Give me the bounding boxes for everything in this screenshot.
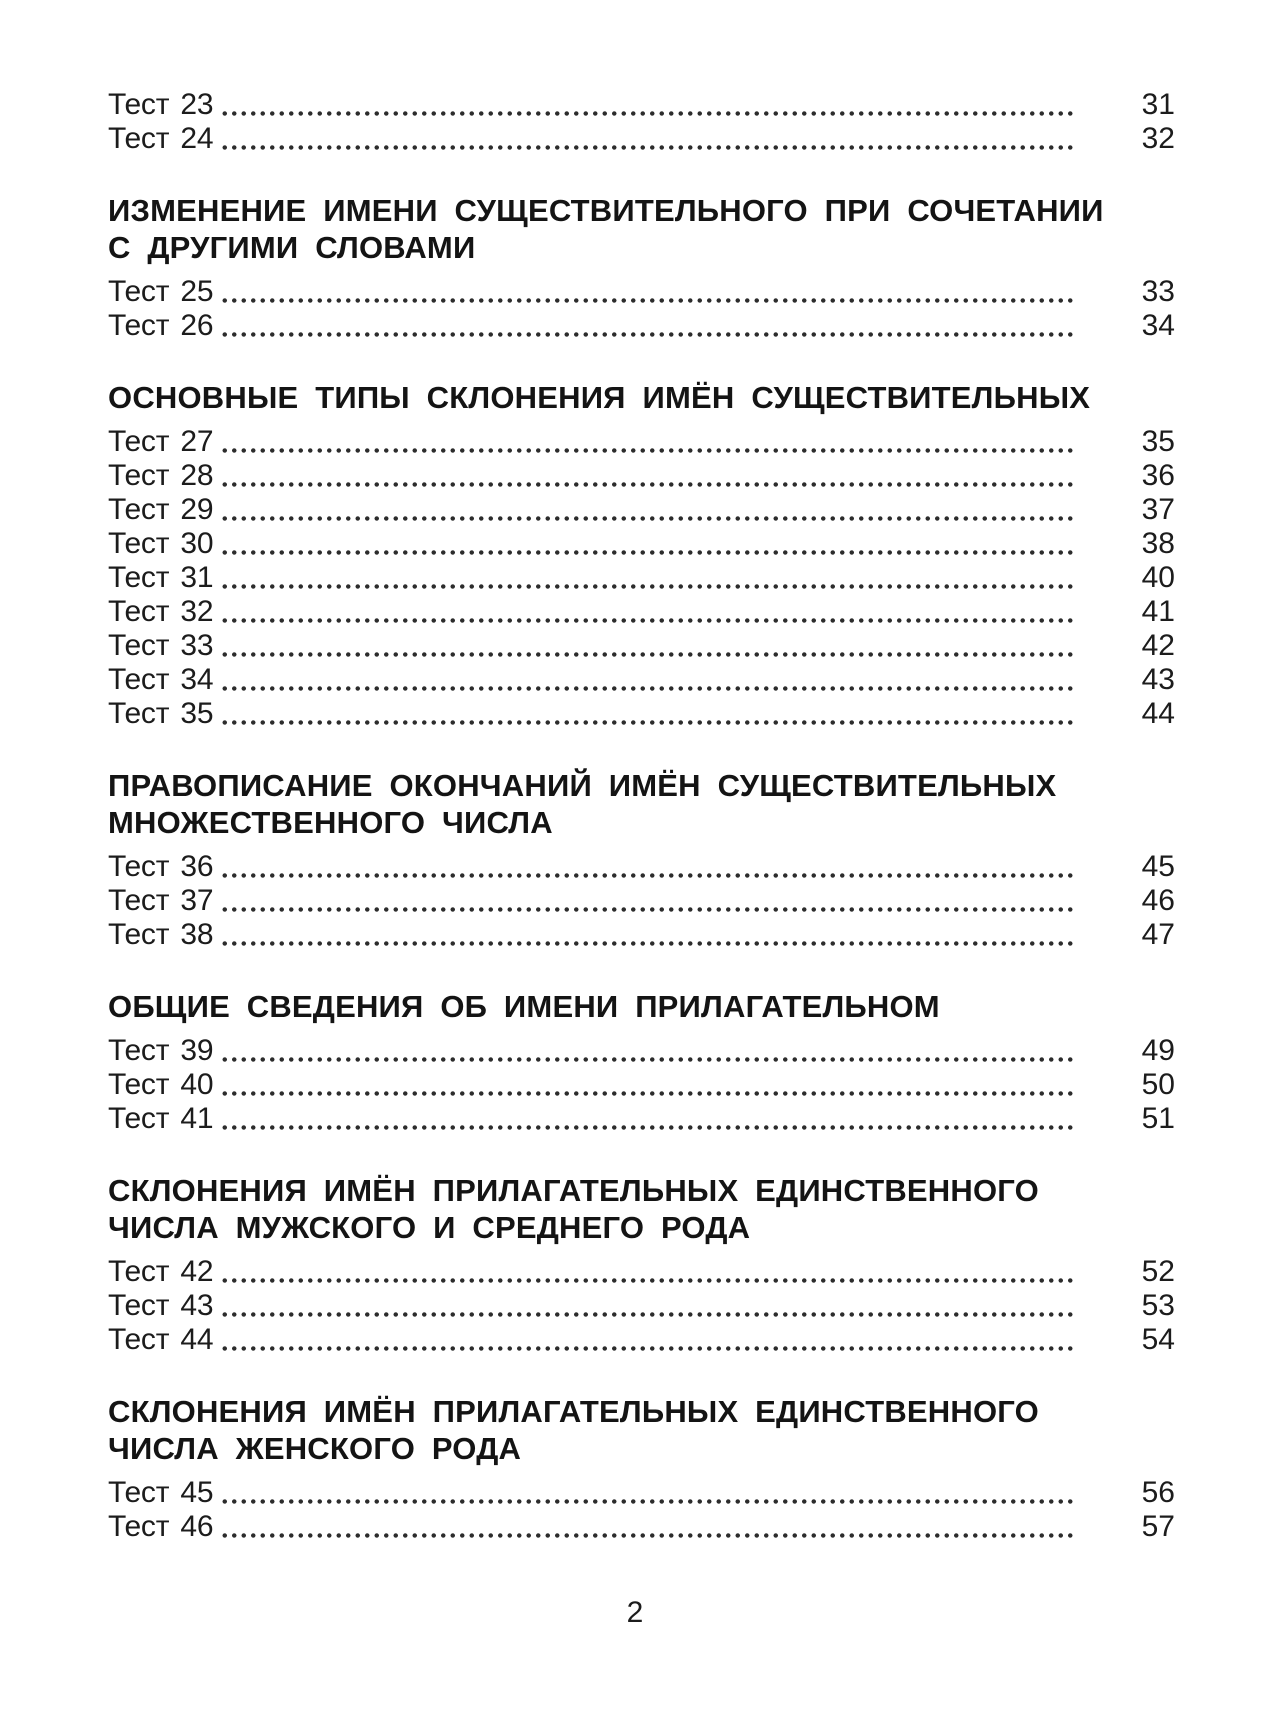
entry-label: Тест 35	[108, 697, 214, 730]
toc-entry	[108, 663, 1175, 697]
entry-page-number: 38	[1141, 527, 1175, 560]
entry-label: Тест 26	[108, 309, 214, 342]
toc-entry	[108, 275, 1175, 309]
toc-entry	[108, 1476, 1175, 1510]
dot-leader	[220, 1499, 1077, 1504]
dot-leader	[220, 618, 1077, 623]
entry-label: Тест 25	[108, 275, 214, 308]
dot-leader	[220, 941, 1077, 946]
dot-leader	[220, 332, 1077, 337]
dot-leader	[220, 1533, 1077, 1538]
section-heading	[108, 192, 1175, 266]
dot-leader	[220, 1057, 1077, 1062]
toc-section	[108, 192, 1175, 343]
entry-page-number: 31	[1141, 88, 1175, 121]
entry-page-number: 40	[1141, 561, 1175, 594]
entry-page-number: 51	[1141, 1102, 1175, 1135]
dot-leader	[220, 145, 1077, 150]
toc-entry	[108, 850, 1175, 884]
toc-entry	[108, 1255, 1175, 1289]
toc-section	[108, 988, 1175, 1136]
toc-section	[108, 88, 1175, 156]
toc-entry	[108, 1323, 1175, 1357]
toc-entry	[108, 1102, 1175, 1136]
entry-page-number: 44	[1141, 697, 1175, 730]
entry-label: Тест 38	[108, 918, 214, 951]
section-heading	[108, 379, 1175, 416]
entry-label: Тест 27	[108, 425, 214, 458]
heading-line: ИЗМЕНЕНИЕ ИМЕНИ СУЩЕСТВИТЕЛЬНОГО ПРИ СОЧЕТАНИИ	[108, 193, 1104, 228]
section-heading	[108, 988, 1175, 1025]
toc-entry	[108, 918, 1175, 952]
entry-label: Тест 45	[108, 1476, 214, 1509]
entry-label: Тест 33	[108, 629, 214, 662]
entry-label: Тест 23	[108, 88, 214, 121]
dot-leader	[220, 1312, 1077, 1317]
dot-leader	[220, 448, 1077, 453]
entry-label: Тест 31	[108, 561, 214, 594]
heading-line: СКЛОНЕНИЯ ИМЁН ПРИЛАГАТЕЛЬНЫХ ЕДИНСТВЕННОГО	[108, 1394, 1039, 1429]
entry-label: Тест 30	[108, 527, 214, 560]
entry-label: Тест 46	[108, 1510, 214, 1543]
entry-label: Тест 41	[108, 1102, 214, 1135]
toc-entry	[108, 629, 1175, 663]
section-heading	[108, 767, 1175, 841]
heading-line: ЧИСЛА МУЖСКОГО И СРЕДНЕГО РОДА	[108, 1210, 751, 1245]
entry-page-number: 52	[1141, 1255, 1175, 1288]
toc-section	[108, 1172, 1175, 1357]
toc	[108, 88, 1175, 1544]
entry-label: Тест 29	[108, 493, 214, 526]
toc-entry	[108, 1289, 1175, 1323]
dot-leader	[220, 111, 1077, 116]
heading-line: С ДРУГИМИ СЛОВАМИ	[108, 230, 476, 265]
dot-leader	[220, 652, 1077, 657]
entry-page-number: 47	[1141, 918, 1175, 951]
toc-entry	[108, 561, 1175, 595]
dot-leader	[220, 482, 1077, 487]
entry-page-number: 54	[1141, 1323, 1175, 1356]
dot-leader	[220, 1125, 1077, 1130]
entry-page-number: 56	[1141, 1476, 1175, 1509]
entry-label: Тест 24	[108, 122, 214, 155]
dot-leader	[220, 1346, 1077, 1351]
entry-label: Тест 36	[108, 850, 214, 883]
entry-page-number: 41	[1141, 595, 1175, 628]
toc-entry	[108, 493, 1175, 527]
toc-entry	[108, 122, 1175, 156]
dot-leader	[220, 907, 1077, 912]
toc-entry	[108, 527, 1175, 561]
toc-entry	[108, 1510, 1175, 1544]
entry-label: Тест 43	[108, 1289, 214, 1322]
entry-page-number: 45	[1141, 850, 1175, 883]
toc-entry	[108, 595, 1175, 629]
heading-line: ОБЩИЕ СВЕДЕНИЯ ОБ ИМЕНИ ПРИЛАГАТЕЛЬНОМ	[108, 989, 940, 1024]
entry-label: Тест 28	[108, 459, 214, 492]
toc-section	[108, 1393, 1175, 1544]
entry-page-number: 43	[1141, 663, 1175, 696]
entry-page-number: 32	[1141, 122, 1175, 155]
dot-leader	[220, 584, 1077, 589]
section-heading	[108, 1172, 1175, 1246]
toc-entry	[108, 697, 1175, 731]
section-heading	[108, 1393, 1175, 1467]
entry-page-number: 57	[1141, 1510, 1175, 1543]
dot-leader	[220, 1091, 1077, 1096]
entry-label: Тест 39	[108, 1034, 214, 1067]
entry-page-number: 53	[1141, 1289, 1175, 1322]
dot-leader	[220, 720, 1077, 725]
entry-page-number: 35	[1141, 425, 1175, 458]
entry-label: Тест 40	[108, 1068, 214, 1101]
toc-entry	[108, 425, 1175, 459]
entry-label: Тест 44	[108, 1323, 214, 1356]
toc-entry	[108, 884, 1175, 918]
dot-leader	[220, 550, 1077, 555]
heading-line: ПРАВОПИСАНИЕ ОКОНЧАНИЙ ИМЁН СУЩЕСТВИТЕЛЬНЫХ	[108, 768, 1057, 803]
entry-page-number: 37	[1141, 493, 1175, 526]
entry-page-number: 33	[1141, 275, 1175, 308]
heading-line: СКЛОНЕНИЯ ИМЁН ПРИЛАГАТЕЛЬНЫХ ЕДИНСТВЕННОГО	[108, 1173, 1039, 1208]
entry-page-number: 46	[1141, 884, 1175, 917]
toc-entry	[108, 88, 1175, 122]
entry-page-number: 34	[1141, 309, 1175, 342]
toc-section	[108, 379, 1175, 731]
entry-label: Тест 34	[108, 663, 214, 696]
dot-leader	[220, 873, 1077, 878]
entry-page-number: 50	[1141, 1068, 1175, 1101]
dot-leader	[220, 516, 1077, 521]
entry-label: Тест 42	[108, 1255, 214, 1288]
entry-page-number: 36	[1141, 459, 1175, 492]
entry-label: Тест 32	[108, 595, 214, 628]
heading-line: ЧИСЛА ЖЕНСКОГО РОДА	[108, 1431, 522, 1466]
entry-label: Тест 37	[108, 884, 214, 917]
toc-entry	[108, 459, 1175, 493]
footer-page-number: 2	[626, 1596, 644, 1629]
toc-entry	[108, 309, 1175, 343]
heading-line: МНОЖЕСТВЕННОГО ЧИСЛА	[108, 805, 553, 840]
entry-page-number: 42	[1141, 629, 1175, 662]
dot-leader	[220, 686, 1077, 691]
toc-section	[108, 767, 1175, 952]
heading-line: ОСНОВНЫЕ ТИПЫ СКЛОНЕНИЯ ИМЁН СУЩЕСТВИТЕЛЬНЫХ	[108, 380, 1091, 415]
toc-entry	[108, 1034, 1175, 1068]
entry-page-number: 49	[1141, 1034, 1175, 1067]
toc-entry	[108, 1068, 1175, 1102]
dot-leader	[220, 298, 1077, 303]
dot-leader	[220, 1278, 1077, 1283]
